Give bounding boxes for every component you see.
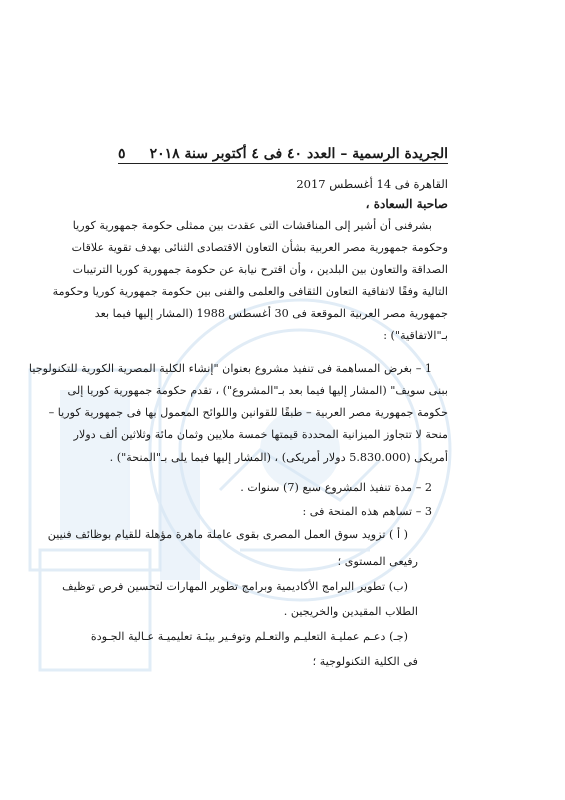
intro-line: بـ"الاتفاقية") : <box>383 329 448 342</box>
intro-line: بشرفنى أن أشير إلى المناقشات التى عقدت بين ممثلى حكومة جمهورية كوريا <box>72 219 432 232</box>
intro-line: وحكومة جمهورية مصر العربية بشأن التعاون الاقتصادى الثنائى بهدف تقوية علاقات <box>71 241 448 254</box>
subitem-b-line: (ب) تطوير البرامج الأكاديمية وبرامج تطوير المهارات لتحسين فرص توظيف <box>62 580 408 593</box>
item-1-line: منحة لا تتجاوز الميزانية المحددة قيمتها خمسة ملايين وثمان مائة وثلاثين ألف دولار <box>73 428 448 441</box>
page-header <box>118 138 448 162</box>
item-1-line: 1 – بغرض المساهمة فى تنفيذ مشروع بعنوان "إنشاء الكلية المصرية الكورية للتكنولوجيا <box>28 362 432 375</box>
salutation: صاحبة السعادة ، <box>365 197 448 211</box>
item-3: 3 – تساهم هذه المنحة فى : <box>302 505 432 518</box>
item-1-line: أمريكى (5.830.000 دولار أمريكى) ، (المشار إليها فيما يلى بـ"المنحة") . <box>109 451 448 464</box>
intro-line: جمهورية مصر العربية الموقعة فى 30 أغسطس 1988 (المشار إليها فيما بعد <box>94 307 448 320</box>
header-title: الجريدة الرسمية – العدد ٤٠ فى ٤ أكتوبر سنة ٢٠١٨ <box>149 146 448 162</box>
intro-line: الصداقة والتعاون بين البلدين ، وأن اقترح نيابة عن حكومة جمهورية كوريا الترتيبات <box>72 263 448 276</box>
subitem-a-line: ( أ ) تزويد سوق العمل المصرى بقوى عاملة ماهرة مؤهلة للقيام بوظائف فنيين <box>47 528 408 541</box>
header-divider <box>118 163 448 164</box>
item-2: 2 – مدة تنفيذ المشروع سبع (7) سنوات . <box>240 481 432 494</box>
letter-date: القاهرة فى 14 أغسطس 2017 <box>296 177 448 191</box>
subitem-c-line: فى الكلية التكنولوجية ؛ <box>312 655 418 668</box>
subitem-b-line: الطلاب المقيدين والخريجين . <box>283 605 418 618</box>
intro-line: التالية وفقًا لاتفاقية التعاون الثقافى والعلمى والفنى بين حكومة جمهورية كوريا وحكومة <box>52 285 448 298</box>
subitem-c-line: (جـ) دعـم عمليـة التعليـم والتعـلم وتوفـير بيئـة تعليميـة عـالية الجـودة <box>90 630 408 643</box>
item-1-line: ببنى سويف" (المشار إليها فيما بعد بـ"المشروع") ، تقدم حكومة جمهورية كوريا إلى <box>67 384 448 397</box>
item-1-line: حكومة جمهورية مصر العربية – طبقًا للقوانين واللوائح المعمول بها فى جمهورية كوريا – <box>48 406 448 419</box>
subitem-a-line: رفيعى المستوى ؛ <box>337 555 418 568</box>
page-number: ٥ <box>118 146 126 162</box>
